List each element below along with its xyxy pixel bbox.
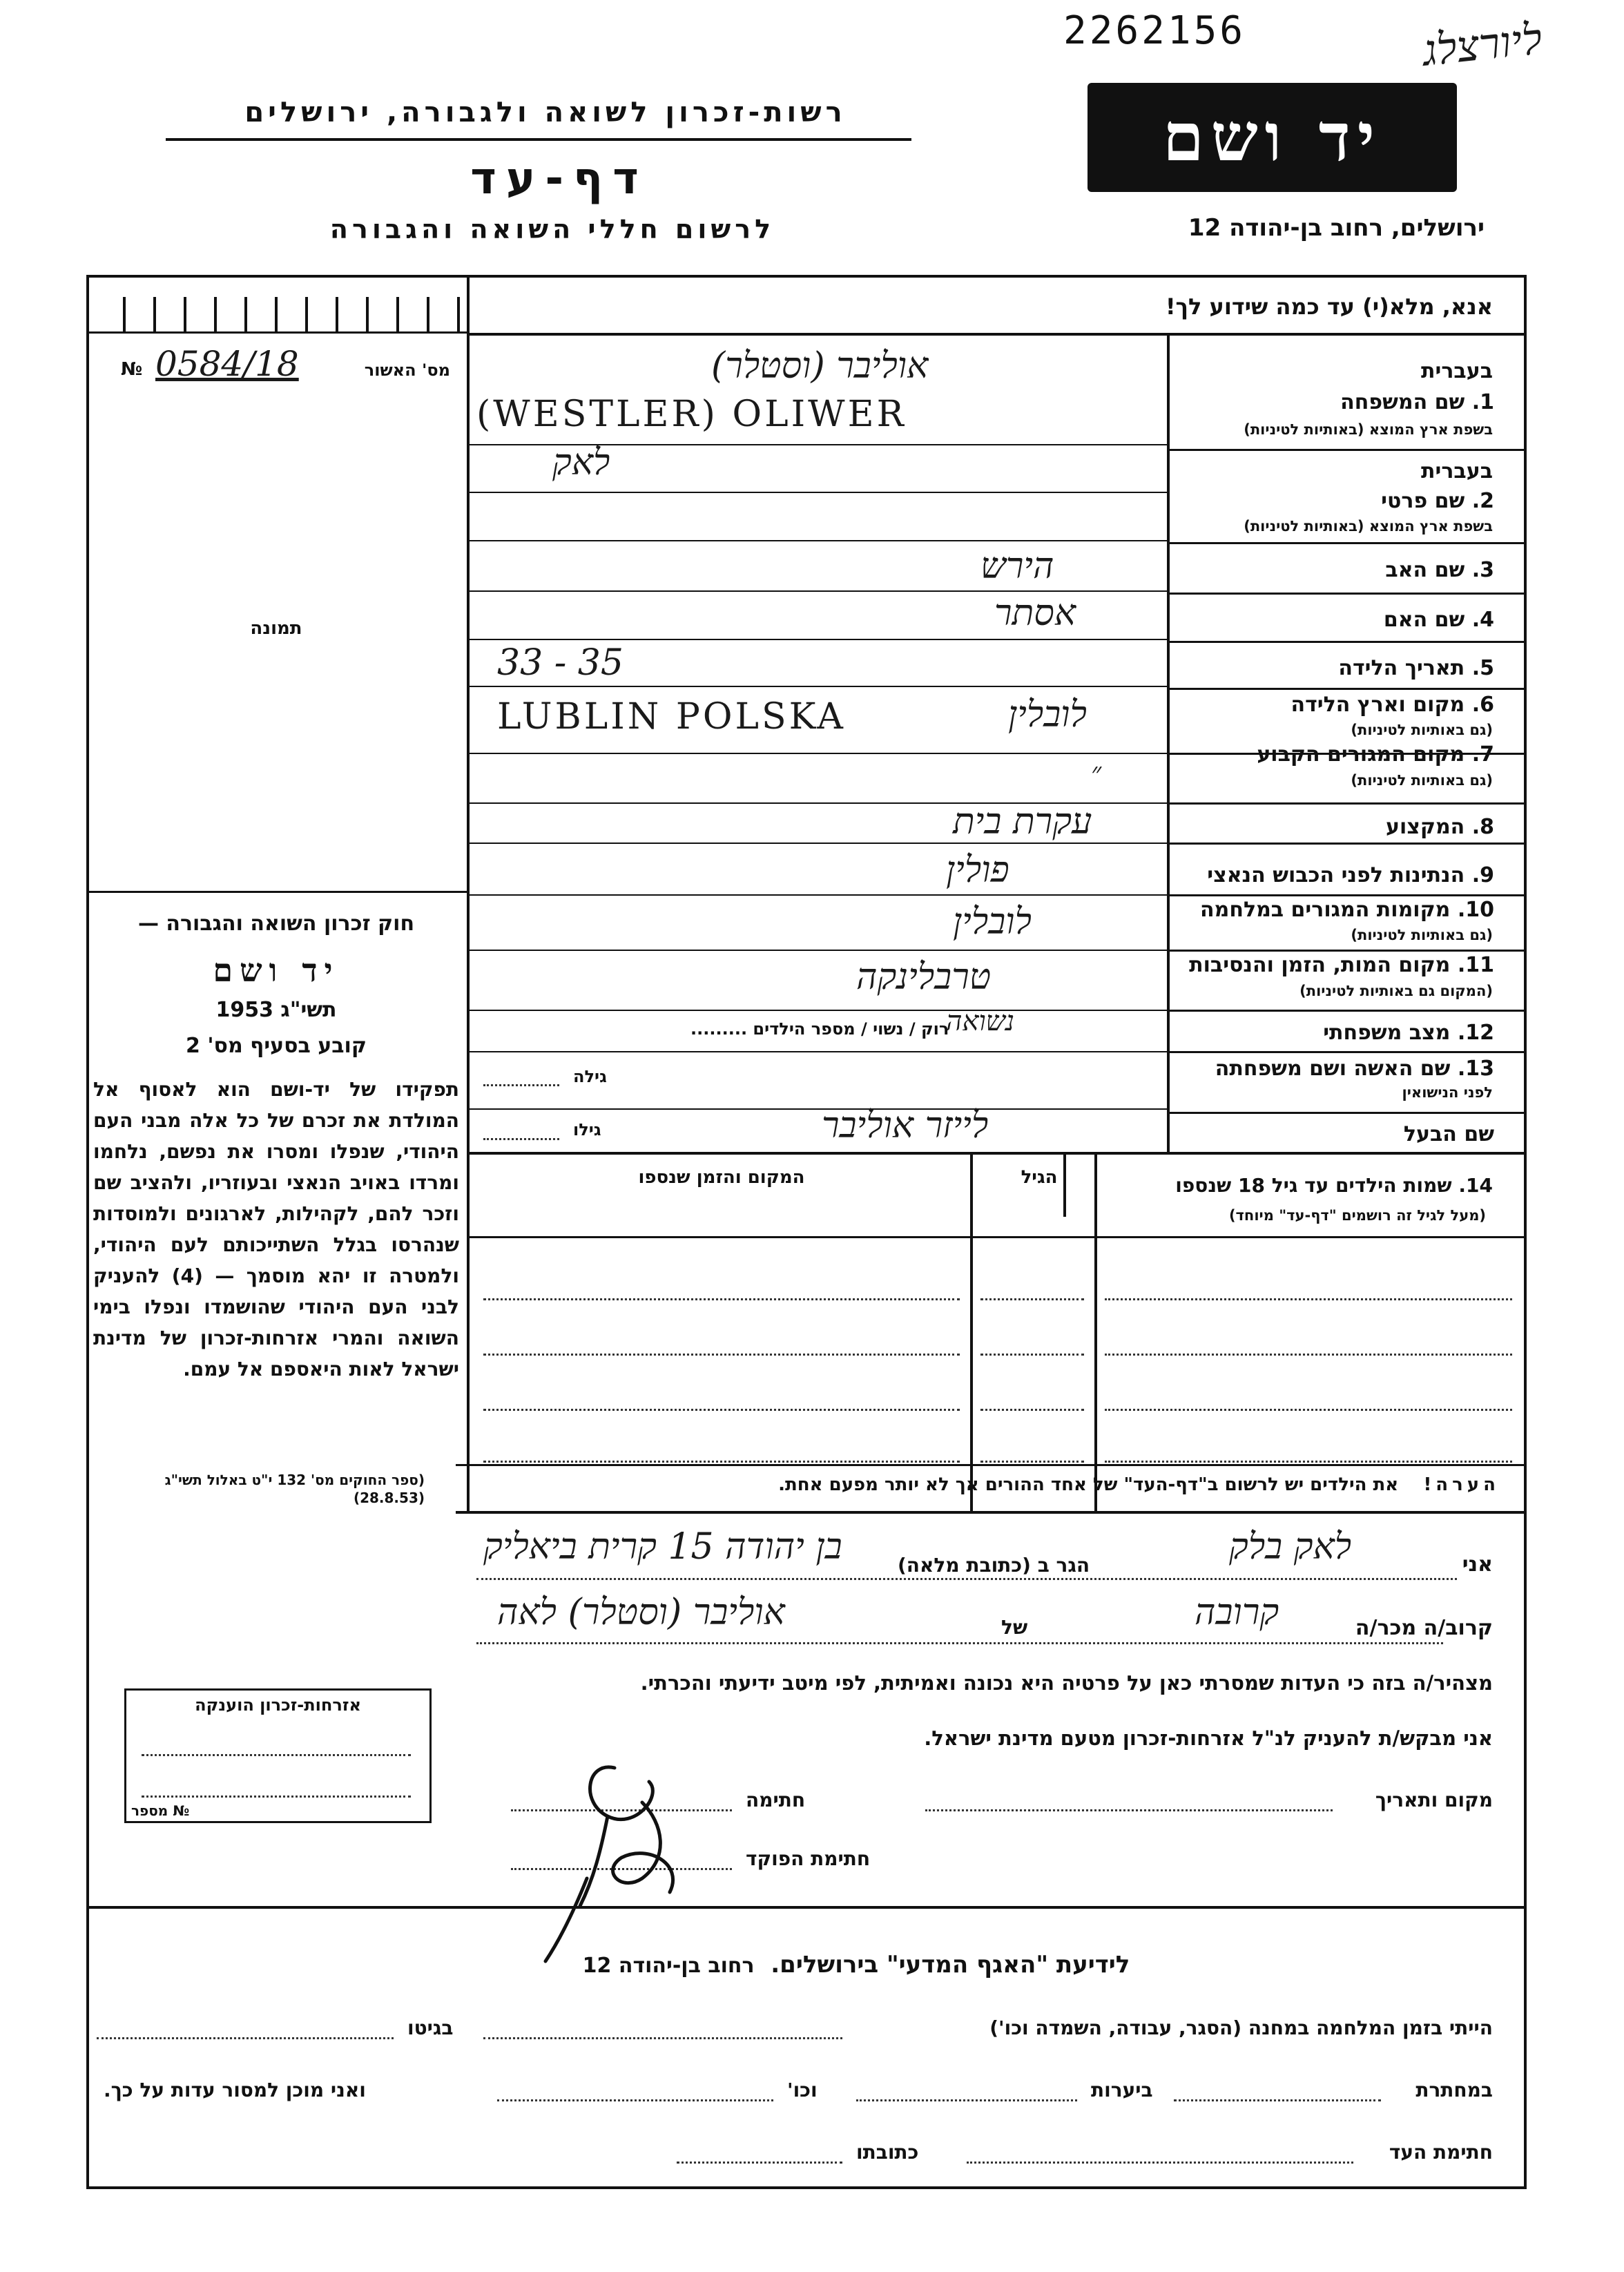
field-13-label: 13. שם האשה ושם משפחתה — [1215, 1057, 1494, 1081]
field-10-value: לובלין — [953, 901, 1032, 943]
children-label: 14. שמות הילדים עד גיל 18 שנספו — [1175, 1174, 1493, 1197]
decl-request: אני מבקש/ת להעניק לנ"ל אזרחות-זכרון מטעם מדינת ישראל. — [924, 1726, 1493, 1750]
footer-line2-a: במחתרת — [1415, 2079, 1493, 2101]
remark: הערה! את הילדים יש לרשום ב"דף-העד" של אחד ההורים אך לא יותר מפעם אחת. — [778, 1474, 1500, 1495]
field-3-label: 3. שם האב — [1385, 558, 1494, 582]
place-date-label: מקום ותאריך — [1375, 1789, 1493, 1811]
field-11-value: טרבלינקה — [856, 956, 992, 998]
field-1-label: 1. שם המשפחה — [1340, 390, 1494, 414]
field-6-label: 6. מקום וארץ הלידה — [1290, 693, 1494, 717]
field-5-value: 33 - 35 — [497, 642, 624, 684]
field-9-value: פולין — [946, 849, 1009, 891]
signature-label: חתימה — [746, 1789, 806, 1811]
field-9-label: 9. הנתינות לפני הכבוש הנאצי — [1207, 863, 1494, 887]
field-2-note: בשפת ארץ המוצא (באותיות לטיניות) — [1244, 518, 1493, 535]
footer-line2-b: ביערות — [1091, 2079, 1153, 2101]
decl-statement: מצהיר/ה בזה כי העדות שמסרתי כאן על פרטיה היא נכונה ואמיתית, לפי מיטב ידיעתי והכרתי. — [640, 1671, 1493, 1695]
law-name: יד ושם — [213, 952, 340, 989]
field-2-label: 2. שם פרטי — [1381, 489, 1494, 513]
field-4-value: אסתר — [994, 593, 1076, 634]
org-address: ירושלים, רחוב בן-יהודה 12 — [1188, 214, 1485, 242]
org-name: רשות-זכרון לשואה ולגבורה, ירושלים — [244, 97, 847, 128]
husband-label: שם הבעל — [1403, 1122, 1494, 1146]
instruction: אנא, מלא(י) עד כמה שידוע לך! — [1165, 293, 1493, 320]
children-col-place: המקום והזמן שנספו — [638, 1167, 805, 1188]
decl-i-label: אני — [1462, 1552, 1493, 1577]
decl-relation-label: קרוב/ה מכר/ה — [1355, 1616, 1493, 1640]
footer-title: לידיעת "האגף המדעי" בירושלים. רחוב בן-יהודה 12 — [582, 1951, 1130, 1979]
field-10-note: (גם באותיות לטיניות) — [1351, 927, 1493, 943]
field-1-lang: בעברית — [1421, 359, 1493, 383]
field-12-label: 12. מצב משפחתי — [1323, 1021, 1494, 1045]
decl-relation-value: קרובה — [1195, 1592, 1279, 1633]
field-11-note: (המקום גם באותיות לטיניות) — [1299, 983, 1493, 999]
husband-value: לייזר אוליבר — [822, 1105, 989, 1146]
field-8-value: עקרת בית — [953, 801, 1092, 843]
field-12-options: רוק / נשוי / מספר הילדים ......... — [690, 1019, 949, 1039]
field-7-label: 7. מקום המגורים הקבוע — [1257, 742, 1494, 767]
field-1-note: בשפת ארץ המוצא (באותיות לטיניות) — [1244, 421, 1493, 438]
husband-age-label: גילו — [573, 1120, 601, 1139]
law-source: (ספר החוקים מס' 132 י"ט באלול תשי"ג (28.8.53) — [164, 1472, 425, 1506]
law-year: תשי"ג 1953 — [215, 998, 337, 1022]
decl-of-label: של — [1001, 1616, 1028, 1639]
field-4-label: 4. שם האם — [1383, 608, 1494, 632]
law-title: חוק זכרון השואה והגבורה — — [137, 912, 415, 936]
field-2-lang: בעברית — [1421, 459, 1493, 483]
law-section: קובע בסעיף מס' 2 — [186, 1034, 367, 1058]
decl-name-value: לאק בלק — [1229, 1526, 1352, 1568]
field-12-value: נשואה — [946, 1005, 1015, 1037]
corner-handwriting: ליורצלג — [1420, 13, 1545, 76]
field-1-value-latin: (WESTLER) OLIWER — [476, 394, 907, 435]
signature-scribble — [504, 1740, 732, 1968]
decl-of-value: אוליבר (וסטלר) לאה — [497, 1592, 785, 1633]
field-8-label: 8. המקצוע — [1385, 815, 1494, 839]
form-subtitle: לרשום חללי השואה והגבורה — [329, 214, 775, 244]
children-col-age: הגיל — [1021, 1167, 1058, 1188]
field-7-note: (גם באותיות לטיניות) — [1351, 772, 1493, 789]
certificate-number: מספר № — [131, 1802, 190, 1819]
footer-line2-c: וכו' — [787, 2079, 818, 2101]
reg-no-symbol: № — [121, 359, 143, 380]
archive-number: 2262156 — [1063, 8, 1246, 53]
field-5-label: 5. תאריך הלידה — [1338, 656, 1494, 680]
field-13-note: לפני הנישואין — [1402, 1084, 1493, 1101]
field-3-value: הירש — [980, 546, 1054, 587]
decl-address-label: הגר ב (כתובת מלאה) — [898, 1554, 1090, 1577]
photo-label: תמונה — [250, 618, 302, 639]
footer-line1-a: הייתי בזמן המלחמה במחנה (הסגר, עבודה, השמדה וכו') — [989, 2016, 1493, 2039]
field-11-label: 11. מקום המות, הזמן והנסיבות — [1189, 953, 1494, 977]
yad-vashem-logo: יד ושם — [1088, 83, 1457, 192]
law-text: תפקידו של יד-ושם הוא לאסוף אל המולדת את זכרם של כל אלה מבני העם היהודי, שנפלו ומסרו את נפשם, נלחמו ומרדו באויב הנאצי ובעוזריו, ולהציב שם וזכר להם, לקהילות, לארגונים ולמוסדות שנהרסו בגלל השתייכותם לעם היהודי, ולמטרה זו יהא מוסמך — (4) להעניק לבני העם היהודי שהושמדו ונפלו בימי השואה והמרי אזרחות-זכרון של מדינת ישראל לאות היאספם אל עמם. — [93, 1078, 459, 1380]
footer-line3-a: חתימת העד — [1389, 2141, 1493, 2164]
tick-row — [123, 297, 461, 333]
certificate-title: אזרחות-זכרון הוענקה — [195, 1695, 361, 1715]
field-7-value: ״ — [1091, 757, 1102, 789]
field-10-label: 10. מקומות המגורים במלחמה — [1200, 898, 1494, 922]
field-2-value: לאק — [552, 442, 610, 483]
field-6-value: לובלין — [1008, 694, 1087, 735]
officer-signature-label: חתימת הפוקד — [746, 1847, 871, 1870]
footer-line1-b: בגיטו — [407, 2016, 454, 2039]
footer-line2-d: ואני מוכן למסור עדות על כך. — [104, 2079, 366, 2101]
reg-number-value: 0584/18 — [155, 344, 299, 384]
field-1-value: אוליבר (וסטלר) — [711, 345, 929, 387]
wife-age-label: גילה — [573, 1067, 607, 1086]
field-6-value-latin: LUBLIN POLSKA — [497, 696, 846, 738]
children-note: (מעל לגיל זה רושמים "דף-עד" מיוחד) — [1228, 1207, 1486, 1224]
form-title: דף-עד — [470, 153, 648, 204]
field-6-note: (גם באותיות לטיניות) — [1351, 722, 1493, 738]
reg-number-label: מס' האשור — [364, 360, 450, 380]
footer-line3-b: כתובתו — [856, 2141, 919, 2164]
decl-address-value: בן יהודה 15 קרית ביאליק — [483, 1526, 842, 1568]
